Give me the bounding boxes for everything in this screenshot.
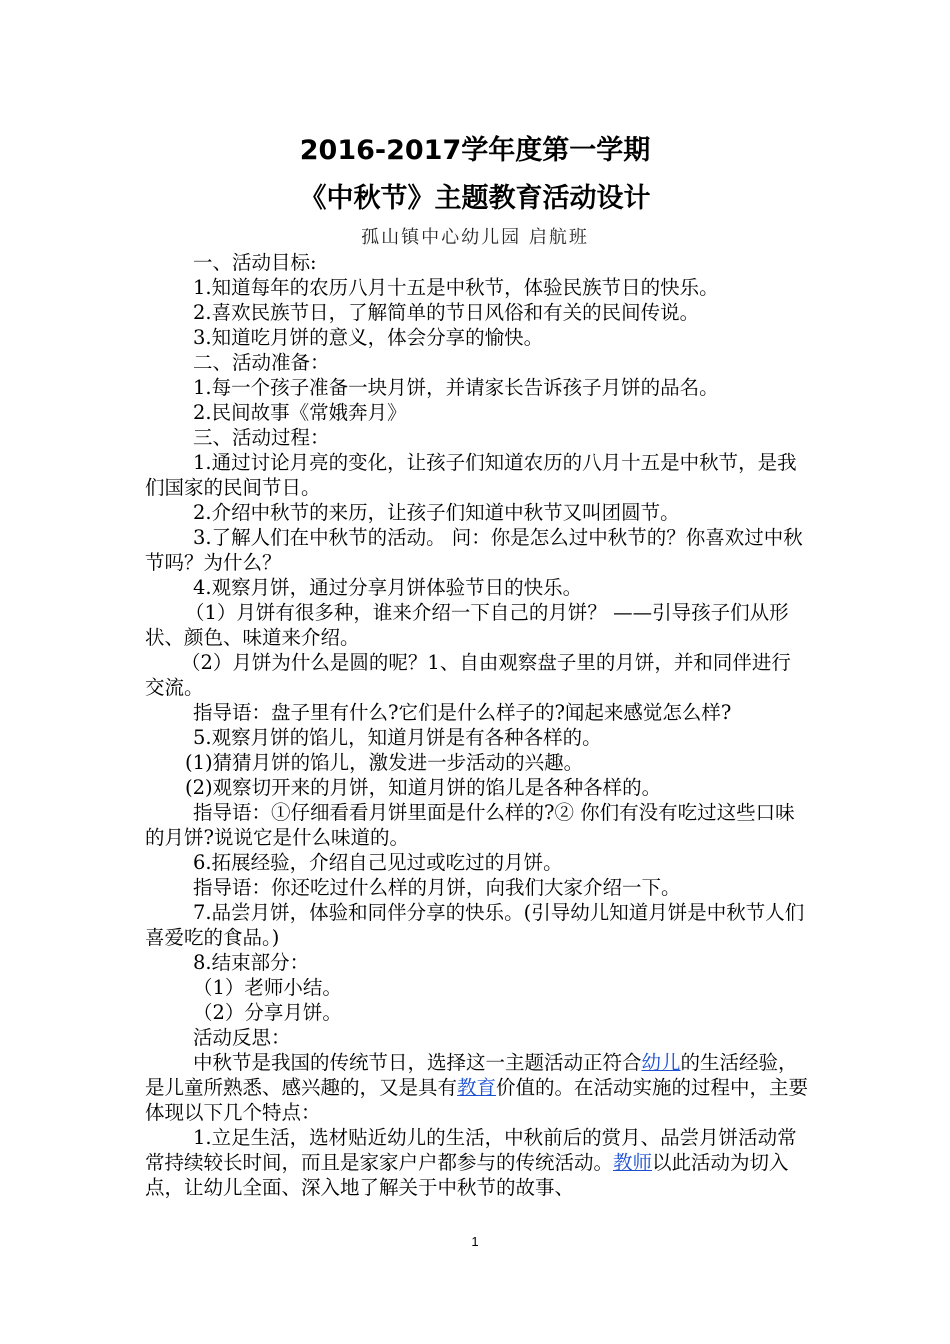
document-body [145,250,810,1200]
reflection-text: 价值的。在活动实施的过程中，主要体现以下几个特点： [145,1076,809,1124]
guide-text: 指导语：①仔细看看月饼里面是什么样的?② 你们有没有吃过这些口味的月饼?说说它是什么味道的。 [145,801,795,849]
process-substep: （2）月饼为什么是圆的呢？1、自由观察盘子里的月饼，并和同伴进行交流。 [145,651,791,699]
process-substep: （1）老师小结。 [193,976,342,999]
reflection-text: 以此活动为切入点，让幼儿全面、深入地了解关于中秋节的故事、 [145,1151,789,1199]
reflection-heading: 活动反思： [193,1026,291,1049]
goal-item: 1.知道每年的农历八月十五是中秋节，体验民族节日的快乐。 [193,276,719,299]
reflection-text: 1.立足生活，选材贴近幼儿的生活，中秋前后的赏月、品尝月饼活动常常持续较长时间，而且是家家户户都参与的传统活动。 [145,1126,797,1174]
link-jiaoshi[interactable]: 教师 [613,1151,653,1174]
process-substep: （1）月饼有很多种，谁来介绍一下自己的月饼？ ——引导孩子们从形状、颜色、味道来介绍。 [145,601,789,649]
process-substep: (1)猜猜月饼的馅儿，激发进一步活动的兴趣。 [185,751,584,774]
process-step: 2.介绍中秋节的来历，让孩子们知道中秋节又叫团圆节。 [193,501,680,524]
process-step: 5.观察月饼的馅儿，知道月饼是有各种各样的。 [193,726,602,749]
reflection-point [145,1125,810,1200]
author-line: 孤山镇中心幼儿园 启航班 [361,227,589,248]
page-number: 1 [471,1234,479,1249]
process-substep: (2)观察切开来的月饼，知道月饼的馅儿是各种各样的。 [185,776,662,799]
process-step: 6.拓展经验，介绍自己见过或吃过的月饼。 [193,851,563,874]
title-term: 2016-2017学年度第一学期 [299,135,651,166]
goal-item: 2.喜欢民族节日，了解简单的节日风俗和有关的民间传说。 [193,301,700,324]
prep-item: 1.每一个孩子准备一块月饼，并请家长告诉孩子月饼的品名。 [193,376,719,399]
prep-heading: 二、活动准备： [193,351,330,374]
process-step: 8.结束部分： [193,951,310,974]
process-step: 4.观察月饼，通过分享月饼体验节日的快乐。 [193,576,583,599]
process-step: 3.了解人们在中秋节的活动。 问：你是怎么过中秋节的？你喜欢过中秋节吗？为什么？ [145,526,803,574]
process-step: 7.品尝月饼，体验和同伴分享的快乐。(引导幼儿知道月饼是中秋节人们喜爱吃的食品。) [145,901,805,949]
process-substep: （2）分享月饼。 [193,1001,342,1024]
guide-text: 指导语：盘子里有什么?它们是什么样子的?闻起来感觉怎么样? [193,701,732,724]
link-youer[interactable]: 幼儿 [641,1051,681,1074]
process-step: 1.通过讨论月亮的变化，让孩子们知道农历的八月十五是中秋节，是我们国家的民间节日。 [145,451,797,499]
prep-item: 2.民间故事《常娥奔月》 [193,401,407,424]
goal-item: 3.知道吃月饼的意义，体会分享的愉快。 [193,326,544,349]
process-heading: 三、活动过程： [193,426,330,449]
link-jiaoyu[interactable]: 教育 [457,1076,497,1099]
reflection-paragraph [145,1050,810,1125]
goals-heading: 一、活动目标: [193,251,317,274]
guide-text: 指导语：你还吃过什么样的月饼，向我们大家介绍一下。 [193,876,681,899]
page-title: 《中秋节》主题教育活动设计 [299,183,651,214]
reflection-text: 的生活经验，是儿童所熟悉、感兴趣的，又是具有 [145,1051,798,1099]
reflection-text: 中秋节是我国的传统节日，选择这一主题活动正符合 [193,1051,642,1074]
